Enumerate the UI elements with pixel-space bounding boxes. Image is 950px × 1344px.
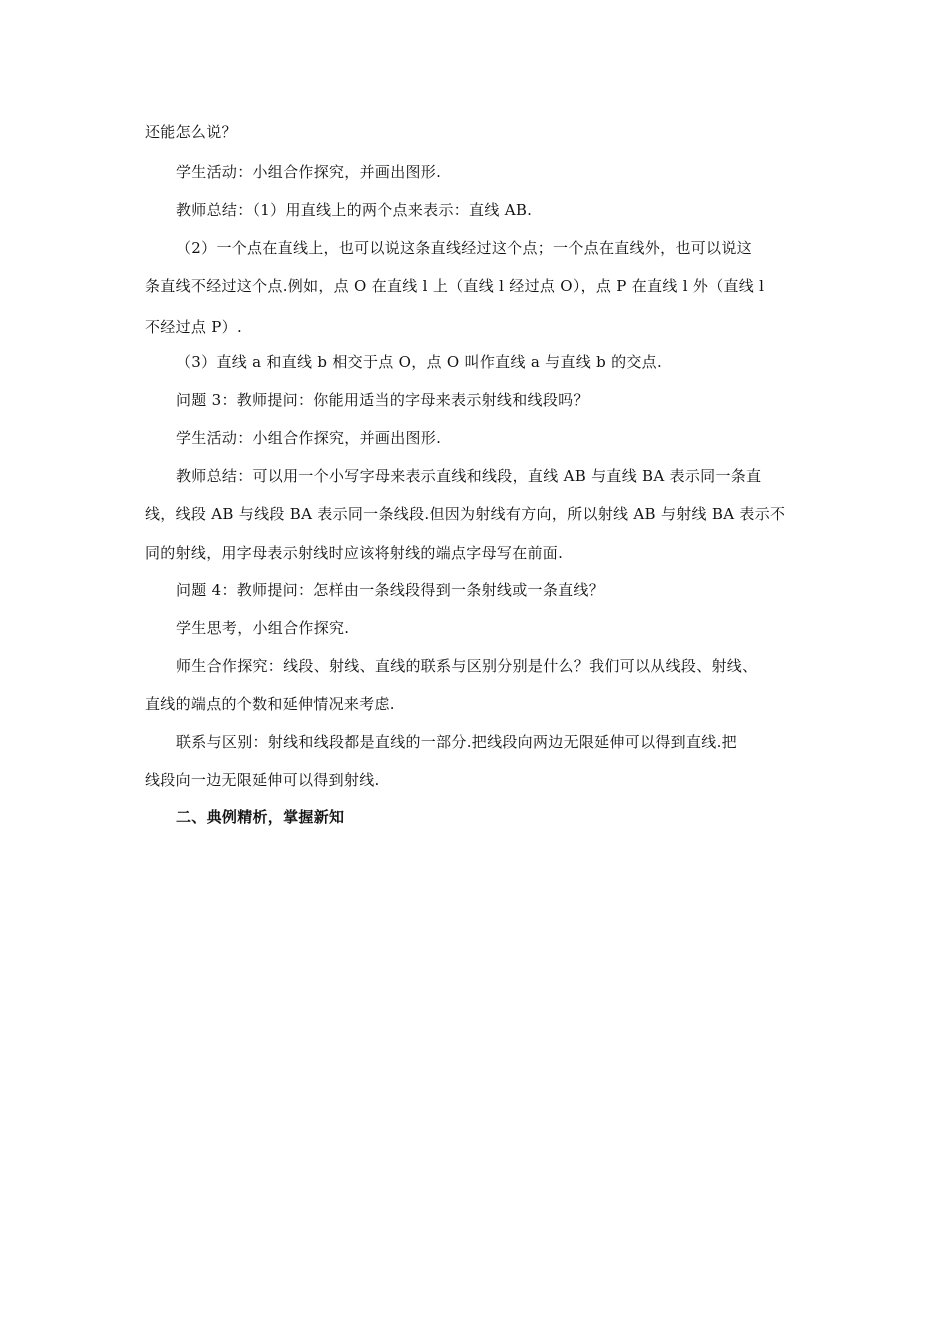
paragraph-line: 学生活动：小组合作探究，并画出图形. bbox=[176, 163, 442, 181]
paragraph-line: 教师总结：可以用一个小写字母来表示直线和线段，直线 AB 与直线 BA 表示同一条直 bbox=[176, 467, 762, 485]
paragraph-line: 问题 4：教师提问：怎样由一条线段得到一条射线或一条直线？ bbox=[176, 581, 605, 599]
document-page bbox=[145, 0, 810, 1344]
paragraph-line: 还能怎么说？ bbox=[145, 123, 237, 141]
paragraph-line: 条直线不经过这个点.例如，点 O 在直线 l 上（直线 l 经过点 O），点 P 在直线 l 外（直线 l bbox=[145, 277, 765, 295]
paragraph-line: （3）直线 a 和直线 b 相交于点 O，点 O 叫作直线 a 与直线 b 的交点. bbox=[176, 353, 663, 371]
paragraph-line: 直线的端点的个数和延伸情况来考虑. bbox=[145, 695, 395, 713]
paragraph-line: 学生思考，小组合作探究. bbox=[176, 619, 350, 637]
paragraph-line: 不经过点 P）. bbox=[145, 318, 243, 336]
paragraph-line: 同的射线，用字母表示射线时应该将射线的端点字母写在前面. bbox=[145, 544, 564, 562]
paragraph-line: 问题 3：教师提问：你能用适当的字母来表示射线和线段吗？ bbox=[176, 391, 589, 409]
paragraph-line: 线，线段 AB 与线段 BA 表示同一条线段.但因为射线有方向，所以射线 AB 与射线 BA 表示不 bbox=[145, 505, 786, 523]
paragraph-line: 线段向一边无限延伸可以得到射线. bbox=[145, 771, 380, 789]
paragraph-line: 师生合作探究：线段、射线、直线的联系与区别分别是什么？我们可以从线段、射线、 bbox=[176, 657, 758, 675]
paragraph-line: （2）一个点在直线上，也可以说这条直线经过这个点；一个点在直线外，也可以说这 bbox=[176, 239, 752, 257]
paragraph-line: 教师总结：（1）用直线上的两个点来表示：直线 AB. bbox=[176, 201, 533, 219]
section-heading: 二、典例精析，掌握新知 bbox=[176, 808, 345, 826]
paragraph-line: 学生活动：小组合作探究，并画出图形. bbox=[176, 429, 442, 447]
paragraph-line: 联系与区别：射线和线段都是直线的一部分.把线段向两边无限延伸可以得到直线.把 bbox=[176, 733, 737, 751]
